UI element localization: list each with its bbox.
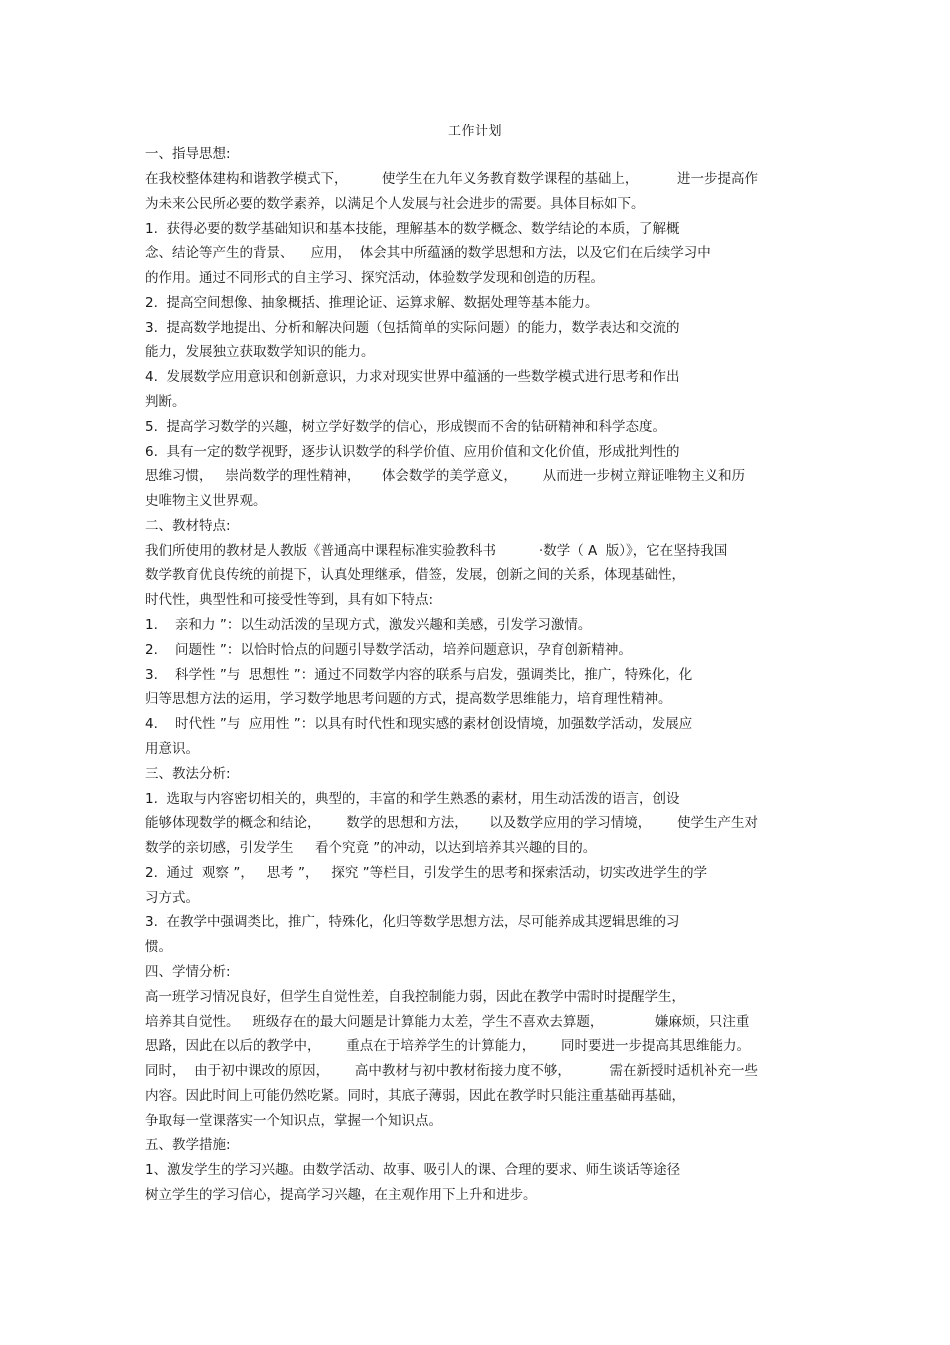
body-line: 3. 在教学中强调类比，推广，特殊化，化归等数学思想方法，尽可能养成其逻辑思维的习: [145, 914, 680, 930]
body-line: 惯。: [145, 939, 172, 955]
body-line: 我们所使用的教材是人教版《普通高中课程标准实验教科书 ·数学（ A 版）》，它在坚持我国: [145, 543, 728, 559]
body-line: 3. 科学性 ”与 思想性 ”：通过不同数学内容的联系与启发，强调类比，推广，特殊化，化: [145, 667, 693, 683]
body-line: 同时， 由于初中课改的原因， 高中教材与初中教材衔接力度不够， 需在新授时适机补充一些: [145, 1063, 758, 1079]
body-line: 时代性，典型性和可接受性等到，具有如下特点:: [145, 592, 434, 608]
body-line: 1. 获得必要的数学基础知识和基本技能，理解基本的数学概念、数学结论的本质，了解概: [145, 221, 680, 237]
body-line: 2. 问题性 ”：以恰时恰点的问题引导数学活动，培养问题意识，孕育创新精神。: [145, 642, 632, 658]
body-line: 习方式。: [145, 890, 199, 906]
body-line: 4. 发展数学应用意识和创新意识，力求对现实世界中蕴涵的一些数学模式进行思考和作出: [145, 369, 680, 385]
body-line: 判断。: [145, 394, 186, 410]
body-line: 二、教材特点:: [145, 518, 231, 534]
body-line: 四、学情分析:: [145, 964, 231, 980]
body-line: 能够体现数学的概念和结论， 数学的思想和方法， 以及数学应用的学习情境， 使学生产生对: [145, 815, 758, 831]
body-line: 内容。因此时间上可能仍然吃紧。同时，其底子薄弱，因此在教学时只能注重基础再基础，: [145, 1088, 685, 1104]
body-line: 数学的亲切感，引发学生 看个究竟 ”的冲动，以达到培养其兴趣的目的。: [145, 840, 597, 856]
body-line: 思路，因此在以后的教学中， 重点在于培养学生的计算能力， 同时要进一步提高其思维能力。: [145, 1038, 750, 1054]
body-line: 1. 亲和力 ”：以生动活泼的呈现方式，激发兴趣和美感，引发学习激情。: [145, 617, 592, 633]
body-line: 用意识。: [145, 741, 199, 757]
body-line: 数学教育优良传统的前提下，认真处理继承，借签，发展，创新之间的关系，体现基础性，: [145, 567, 685, 583]
body-line: 在我校整体建构和谐教学模式下， 使学生在九年义务教育数学课程的基础上， 进一步提高作: [145, 171, 758, 187]
body-line: 高一班学习情况良好，但学生自觉性差，自我控制能力弱，因此在教学中需时时提醒学生，: [145, 989, 685, 1005]
body-line: 2. 通过 观察 ”， 思考 ”， 探究 ”等栏目，引发学生的思考和探索活动，切实改进学生的学: [145, 865, 708, 881]
body-line: 三、教法分析:: [145, 766, 231, 782]
body-line: 归等思想方法的运用，学习数学地思考问题的方式，提高数学思维能力，培育理性精神。: [145, 691, 672, 707]
body-line: 1、激发学生的学习兴趣。由数学活动、故事、吸引人的课、合理的要求、师生谈话等途径: [145, 1162, 681, 1178]
document-title: 工作计划: [447, 124, 502, 139]
body-line: 5. 提高学习数学的兴趣，树立学好数学的信心，形成锲而不舍的钻研精神和科学态度。: [145, 419, 666, 435]
body-line: 念、结论等产生的背景、 应用， 体会其中所蕴涵的数学思想和方法，以及它们在后续学习中: [145, 245, 711, 261]
body-line: 的作用。通过不同形式的自主学习、探究活动，体验数学发现和创造的历程。: [145, 270, 604, 286]
body-line: 史唯物主义世界观。: [145, 493, 267, 509]
body-line: 6. 具有一定的数学视野，逐步认识数学的科学价值、应用价值和文化价值，形成批判性的: [145, 444, 680, 460]
body-line: 五、教学措施:: [145, 1137, 231, 1153]
body-line: 培养其自觉性。 班级存在的最大问题是计算能力太差，学生不喜欢去算题， 嫌麻烦，只注重: [145, 1014, 750, 1030]
body-line: 能力，发展独立获取数学知识的能力。: [145, 344, 375, 360]
body-line: 2. 提高空间想像、抽象概括、推理论证、运算求解、数据处理等基本能力。: [145, 295, 599, 311]
body-line: 一、指导思想:: [145, 146, 231, 162]
body-line: 争取每一堂课落实一个知识点，掌握一个知识点。: [145, 1113, 442, 1129]
body-line: 思维习惯， 崇尚数学的理性精神， 体会数学的美学意义， 从而进一步树立辩证唯物主义和历: [145, 468, 746, 484]
body-line: 3. 提高数学地提出、分析和解决问题（包括简单的实际问题）的能力，数学表达和交流的: [145, 320, 680, 336]
body-line: 树立学生的学习信心，提高学习兴趣，在主观作用下上升和进步。: [145, 1187, 537, 1203]
body-line: 4. 时代性 ”与 应用性 ”：以具有时代性和现实感的素材创设情境，加强数学活动，发展应: [145, 716, 693, 732]
body-line: 为未来公民所必要的数学素养，以满足个人发展与社会进步的需要。具体目标如下。: [145, 196, 645, 212]
body-line: 1. 选取与内容密切相关的，典型的，丰富的和学生熟悉的素材，用生动活泼的语言，创设: [145, 791, 680, 807]
